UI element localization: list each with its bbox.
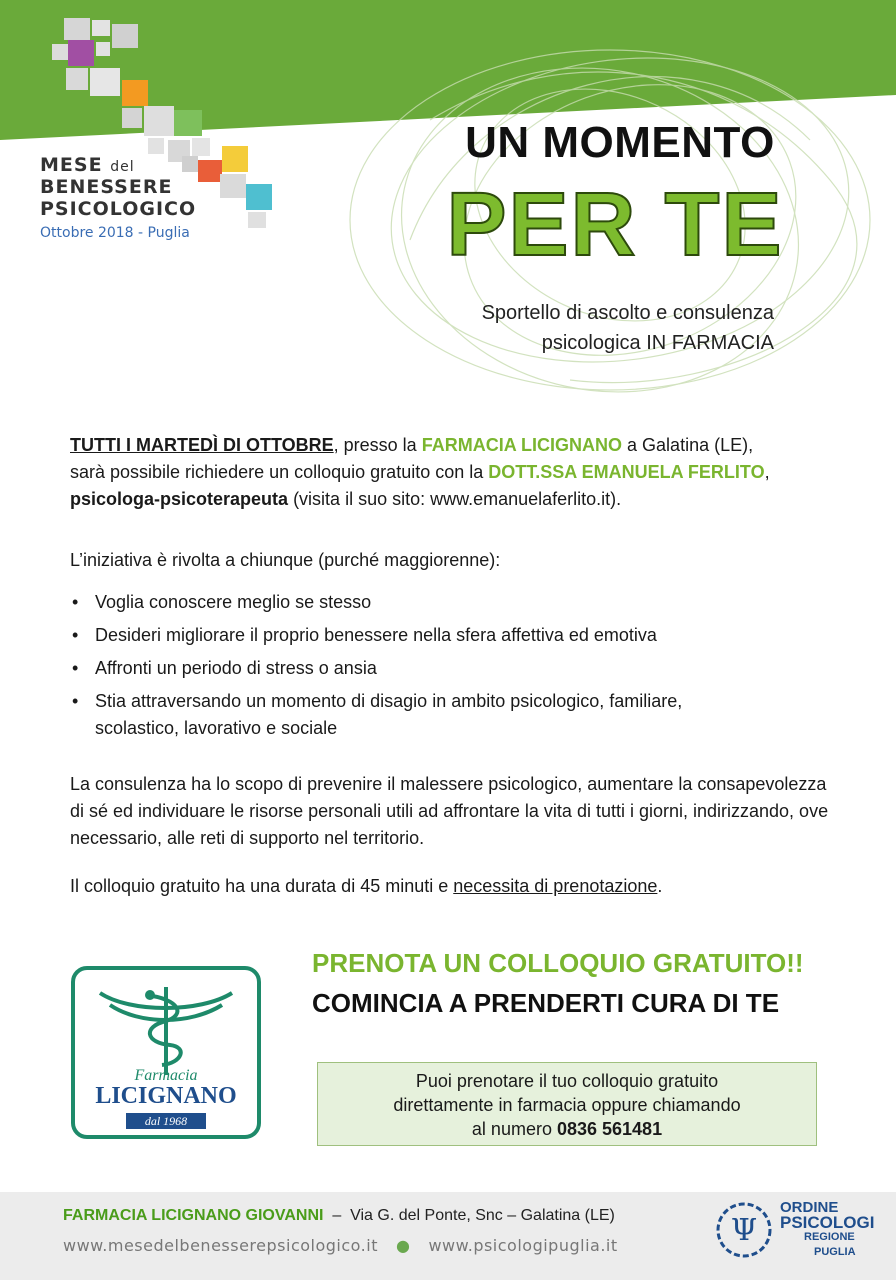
booking-info-box [317, 1062, 817, 1146]
logo-square [68, 40, 94, 66]
logo-square [92, 20, 110, 36]
logo-square [246, 184, 272, 210]
info-line2: direttamente in farmacia oppure chiamando [393, 1095, 741, 1115]
target-list [70, 589, 770, 748]
intro-text: sarà possibile richiedere un colloquio gratuito con la [70, 462, 489, 482]
logo-square [66, 68, 88, 90]
subtitle-line2: psicologica IN FARMACIA [541, 332, 774, 354]
pharmacy-logo-name: LICIGNANO [95, 1083, 237, 1109]
logo-square [90, 68, 120, 96]
intro-text: a Galatina (LE), [622, 435, 754, 455]
logo-square [144, 106, 174, 136]
svg-text:Ψ: Ψ [730, 1213, 758, 1248]
subtitle-line1: Sportello di ascolto e consulenza [481, 302, 774, 324]
logo-square [192, 138, 210, 156]
info-line1: Puoi prenotare il tuo colloquio gratuito [415, 1071, 719, 1091]
logo-square [122, 108, 142, 128]
list-item: • Voglia conoscere meglio se stesso [70, 589, 770, 616]
intro-text: , [764, 462, 770, 482]
ordine-line2: PSICOLOGI [780, 1213, 875, 1232]
logo-line3: PSICOLOGICO [40, 197, 197, 220]
logo-line1-small: del [110, 159, 135, 175]
logo-square [248, 212, 266, 228]
subtitle [380, 298, 774, 358]
ordine-line1: ORDINE [780, 1199, 839, 1216]
intro-paragraph [70, 432, 830, 513]
duration-paragraph [70, 873, 830, 900]
cta-line2: COMINCIA A PRENDERTI CURA DI TE [312, 988, 780, 1018]
footer-pharmacy-name: FARMACIA LICIGNANO GIOVANNI [63, 1207, 324, 1224]
pharmacy-logo [70, 965, 262, 1140]
info-line3: al numero [471, 1119, 557, 1139]
footer-links [63, 1236, 618, 1255]
duration-text: . [657, 876, 663, 896]
pharmacy-logo-top: Farmacia [134, 1067, 198, 1084]
footer-link-1[interactable]: www.mesedelbenesserepsicologico.it [63, 1236, 378, 1255]
logo-square [222, 146, 248, 172]
duration-underlined: necessita di prenotazione [453, 876, 658, 896]
logo-square [112, 24, 138, 48]
phone-number: 0836 561481 [556, 1119, 663, 1139]
cta-line1: PRENOTA UN COLLOQUIO GRATUITO!! [312, 948, 804, 978]
duration-text: Il colloquio gratuito ha una durata di 45 minuti e [70, 876, 454, 896]
list-item: • Affronti un periodo di stress o ansia [70, 655, 770, 682]
psi-icon [714, 1194, 774, 1266]
footer-address-text: – Via G. del Ponte, Snc – Galatina (LE) [323, 1207, 615, 1224]
title-top: UN MOMENTO [465, 118, 775, 167]
list-item: • Desideri migliorare il proprio benessere nella sfera affettiva ed emotiva [70, 622, 770, 649]
intro-role: psicologa-psicoterapeuta [70, 489, 289, 509]
logo-square [198, 160, 222, 182]
list-item: • Stia attraversando un momento di disagio in ambito psicologico, familiare, scolastico, lavorativo e sociale [70, 688, 770, 742]
purpose-paragraph: La consulenza ha lo scopo di prevenire il malessere psicologico, aumentare la consapevolezza di sé ed individuare le risorse personali utili ad affrontare la vita di tutti i giorni, indirizzando, ove necessario, alle reti di supporto nel territorio. [70, 774, 829, 848]
logo-line4: Ottobre 2018 - Puglia [40, 224, 190, 241]
logo-square [96, 42, 110, 56]
intro-pharmacy: FARMACIA LICIGNANO [421, 435, 623, 455]
ordine-psicologi-logo [714, 1192, 884, 1268]
intro-when: TUTTI I MARTEDÌ DI OTTOBRE [70, 435, 334, 455]
title-big: PER TE [446, 175, 784, 275]
logo-square [122, 80, 148, 106]
intro-text: (visita il suo sito: www.emanuelaferlito.it). [288, 489, 622, 509]
logo-square [148, 138, 164, 154]
target-intro: L’iniziativa è rivolta a chiunque (purché maggiorenne): [70, 550, 501, 570]
logo-square [174, 110, 202, 136]
footer-address [63, 1207, 615, 1225]
intro-doctor: DOTT.SSA EMANUELA FERLITO [488, 462, 765, 482]
intro-text: , presso la [333, 435, 422, 455]
event-logo-text [40, 155, 196, 241]
ordine-line4: PUGLIA [814, 1246, 856, 1258]
logo-square [52, 44, 68, 60]
logo-square [64, 18, 90, 40]
pharmacy-logo-since: dal 1968 [126, 1113, 206, 1129]
logo-line2: BENESSERE [40, 175, 173, 198]
ordine-line3: REGIONE [804, 1231, 855, 1243]
bullet-dot-icon: ● [395, 1236, 411, 1255]
logo-square [220, 174, 246, 198]
logo-line1: MESE [40, 154, 103, 176]
footer-link-2[interactable]: www.psicologipuglia.it [428, 1236, 618, 1255]
